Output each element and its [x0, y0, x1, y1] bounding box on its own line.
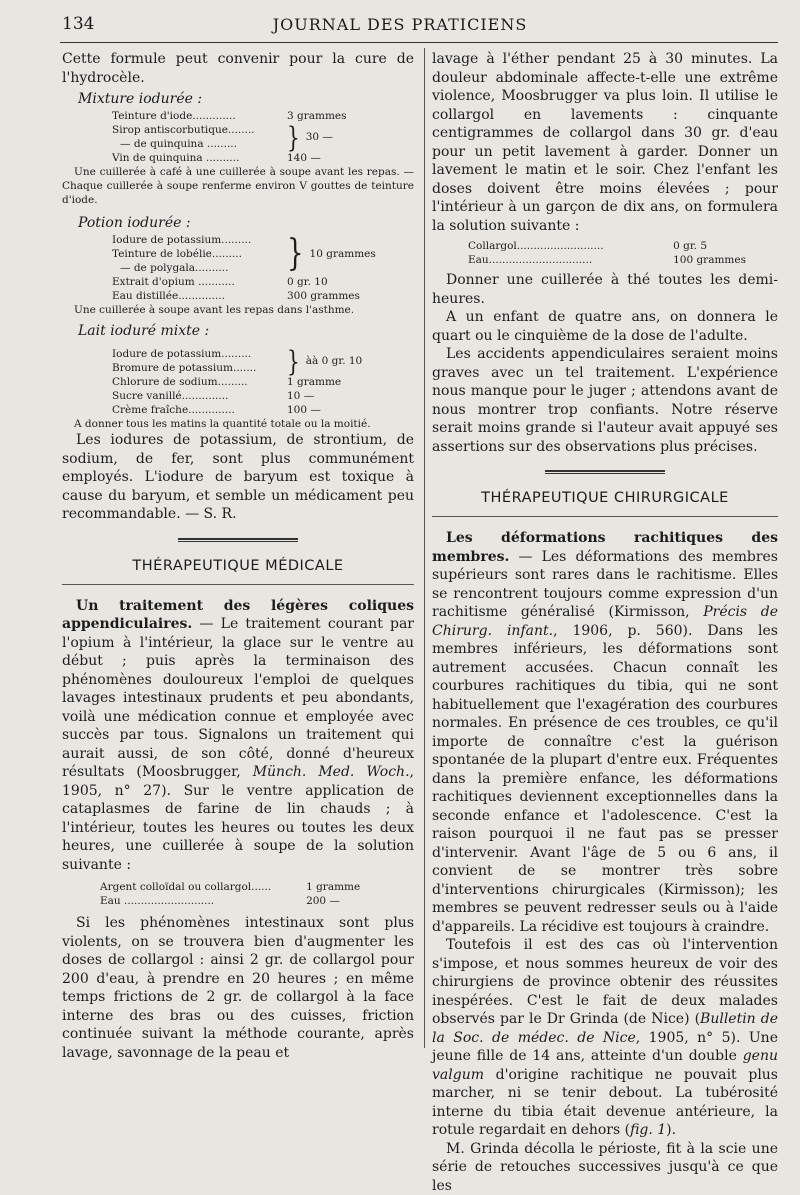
- recipe-item: Chlorure de sodium.........: [112, 375, 287, 389]
- recipe-qty: 3 grammes: [287, 109, 397, 123]
- recipe-qty: 0 gr. 5: [673, 239, 778, 253]
- page-number: 134: [62, 14, 94, 34]
- recipe-qty: 1 gramme: [287, 375, 397, 389]
- article-text: , 1905, n° 5). Une jeune fille de 14 ans, atteinte d'un double: [432, 1030, 778, 1065]
- iodures-paragraph: Les iodures de potassium, de strontium, de sodium, de fer, sont plus communément employés. L'iodure de baryum est toxique à cause du baryum, et semble un médicament peu recommandable. — S. R.: [62, 431, 414, 524]
- recipe-qty: 1 gramme: [306, 880, 414, 894]
- recipe-item: Sucre vanillé..............: [112, 389, 287, 403]
- title-rule: [62, 584, 414, 585]
- article-text: Toutefois il est des cas où l'intervention s'impose, et nous sommes heureux de voir des chirurgiens de province obtenir des réussites inespérées. C'est le fait de deux malades observés par le Dr Grinda (de Nice) (: [432, 937, 778, 1027]
- brace-icon: }: [287, 236, 304, 272]
- lait-recipe: [112, 347, 414, 417]
- recipe-item: — de quinquina .........: [112, 137, 287, 151]
- recipe-qty: 30 —: [306, 130, 333, 144]
- recipe-item: Argent colloïdal ou collargol......: [100, 880, 306, 894]
- recipe-item: — de polygala..........: [112, 261, 287, 275]
- child-solution-recipe: [468, 239, 778, 267]
- article-text: , 1905, n° 27). Sur le ventre application de cataplasmes de farine de lin chauds ; à l'intérieur, toutes les heures ou toutes les deux heures, une cuillerée à soupe de la solution suivante :: [62, 764, 414, 873]
- recipe-qty: 0 gr. 10: [287, 275, 397, 289]
- article-paragraph: Si les phénomènes intestinaux sont plus violents, on se trouvera bien d'augmenter les doses de collargol : ainsi 2 gr. de collargol pour 200 d'eau, à prendre en 20 heures ; en même temps frictions de 2 gr. de collargol à la face interne des bras ou des cuisses, friction continuée suivant la méthode courante, après lavage, savonnage de la peau et: [62, 914, 414, 1062]
- article-text: ).: [666, 1122, 676, 1138]
- continued-paragraph: lavage à l'éther pendant 25 à 30 minutes. La douleur abdominale affecte-t-elle une extrême violence, Moosbrugger va plus loin. Il utilise le collargol en lavements : cinquante centigrammes de collargol dans 30 gr. d'eau pour un petit lavement à garder. Donner un lavement le matin et le soir. Chez l'enfant les doses doivent être moins élevées ; pour l'intérieur à un garçon de dix ans, on formulera la solution suivante :: [432, 50, 778, 235]
- recipe-qty: 10 grammes: [310, 247, 376, 261]
- paragraph: Donner une cuillerée à thé toutes les demi-heures.: [432, 271, 778, 308]
- recipe-item: Eau distillée..............: [112, 289, 287, 303]
- right-column: [432, 50, 778, 1195]
- recipe-item: Iodure de potassium.........: [112, 233, 287, 247]
- recipe-qty: àà 0 gr. 10: [306, 354, 363, 368]
- citation: Précis de Chirurg. infant.: [432, 604, 778, 639]
- article-paragraph: [432, 529, 778, 936]
- header-rule: [60, 42, 778, 43]
- title-rule: [432, 516, 778, 517]
- mixture-recipe: [112, 109, 414, 165]
- section-title-chirurgicale: THÉRAPEUTIQUE CHIRURGICALE: [432, 490, 778, 506]
- paragraph: A un enfant de quatre ans, on donnera le quart ou le cinquième de la dose de l'adulte.: [432, 308, 778, 345]
- article-title: Les déformations rachitiques des membres.: [432, 530, 778, 565]
- section-divider: [545, 470, 665, 472]
- recipe-qty: 140 —: [287, 151, 397, 165]
- recipe-qty: 10 —: [287, 389, 397, 403]
- paragraph: Les accidents appendiculaires seraient moins graves avec un tel traitement. L'expérience nous manque pour le juger ; attendons avant de nous montrer trop confiants. Notre réserve serait moins grande si l'auteur avait appuyé ses assertions sur des observations plus précises.: [432, 345, 778, 456]
- left-column: [62, 50, 414, 1062]
- section-divider: [178, 538, 298, 540]
- section-divider: [178, 541, 298, 542]
- recipe-item: Eau...............................: [468, 253, 673, 267]
- recipe-item: Collargol..........................: [468, 239, 673, 253]
- article-paragraph: M. Grinda décolla le périoste, fit à la scie une série de retouches successives jusqu'à ce que les: [432, 1140, 778, 1195]
- recipe-item: Teinture de lobélie.........: [112, 247, 287, 261]
- recipe-qty: 300 grammes: [287, 289, 397, 303]
- section-divider: [545, 473, 665, 474]
- recipe-qty: 100 —: [287, 403, 397, 417]
- recipe-item: Bromure de potassium.......: [112, 361, 287, 375]
- article-title: Un traitement des légères coliques appendiculaires.: [62, 598, 414, 633]
- potion-note: Une cuillerée à soupe avant les repas dans l'asthme.: [62, 303, 414, 317]
- article-text: — Les déformations des membres supérieurs sont rares dans le rachitisme. Elles se rencontrent toujours comme expression d'un rachitisme généralisé (Kirmisson,: [432, 549, 778, 621]
- mixture-title: Mixture iodurée :: [78, 89, 414, 109]
- article-text: d'origine rachitique ne pouvait plus marcher, ni se tenir debout. La tubérosité interne du tibia était devenue antérieure, la rotule regardait en dehors (: [432, 1067, 778, 1139]
- recipe-item: Iodure de potassium.........: [112, 347, 287, 361]
- brace-icon: }: [287, 347, 300, 375]
- recipe-item: Sirop antiscorbutique........: [112, 123, 287, 137]
- citation: Münch. Med. Woch.: [253, 764, 410, 780]
- brace-icon: }: [287, 123, 300, 151]
- recipe-item: Vin de quinquina ..........: [112, 151, 287, 165]
- running-head: JOURNAL DES PRATICIENS: [0, 15, 800, 34]
- lait-title: Lait ioduré mixte :: [78, 321, 414, 341]
- solution-recipe: [100, 880, 414, 908]
- citation: Bulletin de la Soc. de médec. de Nice: [432, 1011, 778, 1046]
- section-title-medicale: THÉRAPEUTIQUE MÉDICALE: [62, 558, 414, 574]
- intro-paragraph: Cette formule peut convenir pour la cure de l'hydrocèle.: [62, 50, 414, 87]
- recipe-item: Teinture d'iode.............: [112, 109, 287, 123]
- recipe-item: Extrait d'opium ...........: [112, 275, 287, 289]
- recipe-qty: 100 grammes: [673, 253, 778, 267]
- article-text: , 1906, p. 560). Dans les membres inférieurs, les déformations sont autrement accusées. Chacun connaît les courbures rachitiques du tibia, qui ne sont habituellement que l'exagération des courbures normales. En présence de ces troubles, ce qu'il importe de connaître c'est la guérison spontanée de la plupart d'entre eux. Fréquentes dans la première enfance, les déformations rachitiques deviennent exceptionnelles dans la seconde enfance et l'adolescence. C'est la raison pourquoi il ne faut pas se presser d'intervenir. Avant l'âge de 5 ou 6 ans, il convient de se montrer très sobre d'interventions chirurgicales (Kirmisson); les membres se peuvent redresser seuls ou à l'aide d'appareils. La récidive est toujours à craindre.: [432, 623, 778, 935]
- term: genu valgum: [432, 1048, 778, 1083]
- recipe-item: Crème fraîche..............: [112, 403, 287, 417]
- potion-recipe: [112, 233, 414, 303]
- column-rule: [424, 48, 425, 1048]
- article-paragraph: [62, 597, 414, 875]
- recipe-item: Eau ...........................: [100, 894, 306, 908]
- mixture-note: Une cuillerée à café à une cuillerée à soupe avant les repas. — Chaque cuillerée à soupe renferme environ V gouttes de teinture d'iode.: [62, 165, 414, 207]
- article-text: — Le traitement courant par l'opium à l'intérieur, la glace sur le ventre au début ; puis après la terminaison des phénomènes douloureux l'emploi de quelques lavages intestinaux prudents et peu abondants, voilà une médication connue et employée avec succès par tous. Signalons un traitement qui aurait aussi, de son côté, donné d'heureux résultats (Moosbrugger,: [62, 616, 414, 780]
- potion-title: Potion iodurée :: [78, 213, 414, 233]
- recipe-qty: 200 —: [306, 894, 414, 908]
- lait-note: A donner tous les matins la quantité totale ou la moitié.: [62, 417, 414, 431]
- figure-reference: fig. 1: [630, 1122, 666, 1138]
- article-paragraph: [432, 936, 778, 1140]
